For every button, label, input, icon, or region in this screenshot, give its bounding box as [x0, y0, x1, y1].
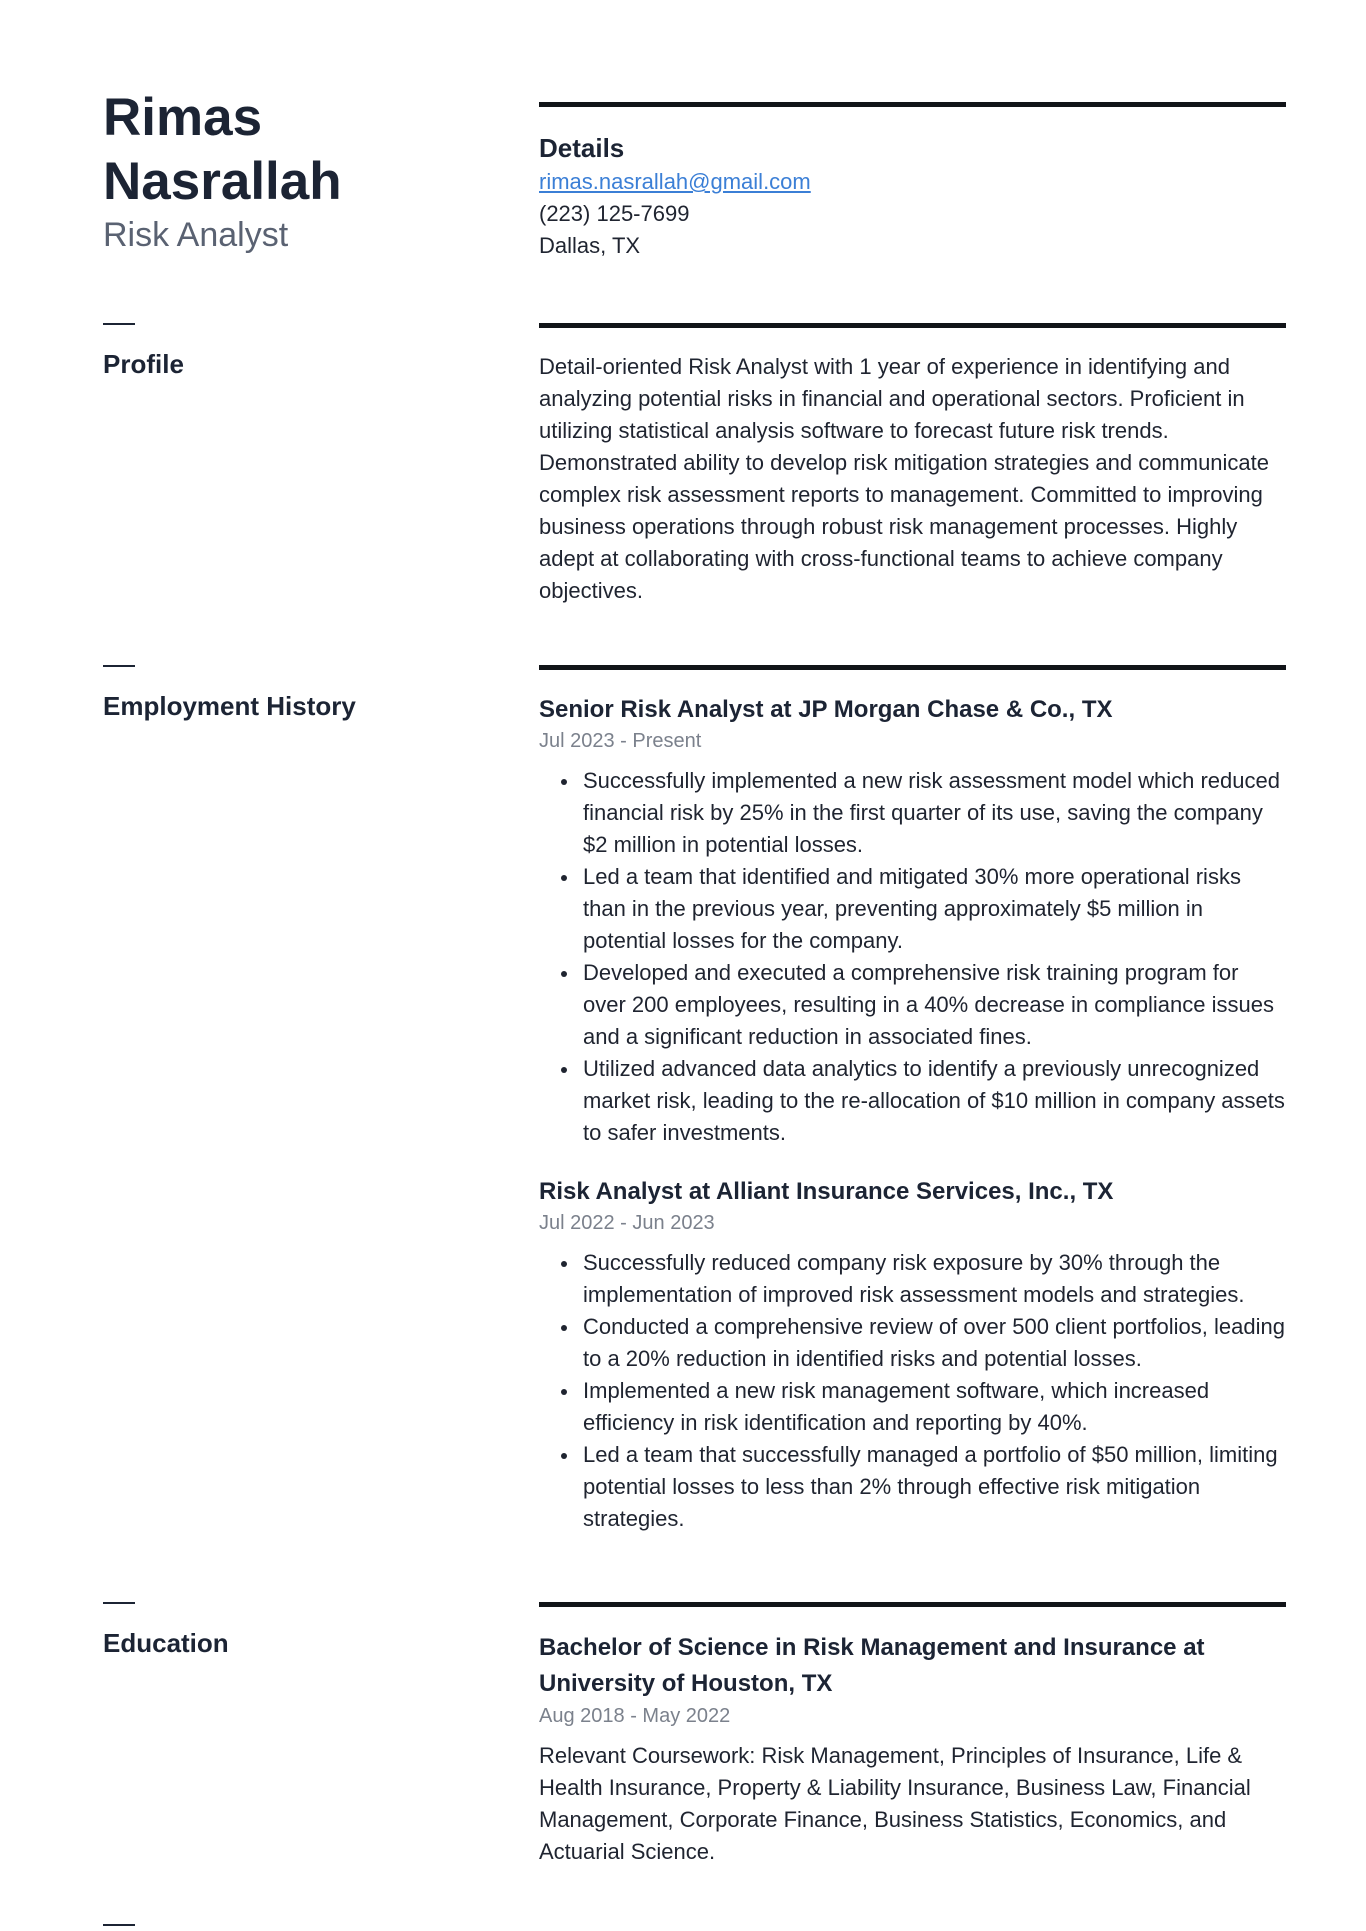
education-label: Education — [103, 1628, 229, 1658]
employment-dash — [103, 665, 135, 667]
employment-block — [539, 693, 1286, 1535]
job-bullet-list — [539, 765, 1286, 1149]
profile-label: Profile — [103, 349, 184, 379]
education-rule — [539, 1602, 1286, 1607]
job-bullet-list — [539, 1247, 1286, 1535]
employment-rule — [539, 665, 1286, 670]
list-item: Utilized advanced data analytics to identify a previously unrecognized market risk, leading to the re-allocation of $10 million in company assets to safer investments. — [583, 1053, 1286, 1149]
list-item: Conducted a comprehensive review of over 500 client portfolios, leading to a 20% reduction in identified risks and potential losses. — [583, 1311, 1286, 1375]
list-item: Led a team that successfully managed a portfolio of $50 million, limiting potential losses to less than 2% through effective risk mitigation strategies. — [583, 1439, 1286, 1535]
education-dates: Aug 2018 - May 2022 — [539, 1705, 731, 1727]
job-title-heading: Risk Analyst at Alliant Insurance Services, Inc., TX — [539, 1178, 1114, 1205]
profile-text: Detail-oriented Risk Analyst with 1 year of experience in identifying and analyzing potential risks in financial and operational sectors. Proficient in utilizing statistical analysis software to forecast future risk trends. Demonstrated ability to develop risk mitigation strategies and communicate complex risk assessment reports to management. Committed to improving business operations through robust risk management processes. Highly adept at collaborating with cross-functional teams to achieve company objectives. — [539, 354, 1270, 603]
list-item: Led a team that identified and mitigated 30% more operational risks than in the previous year, preventing approximately $5 million in potential losses for the company. — [583, 861, 1286, 957]
degree-heading: Bachelor of Science in Risk Management and Insurance at University of Houston, TX — [539, 1634, 1205, 1697]
education-dash — [103, 1602, 135, 1604]
education-description: Relevant Coursework: Risk Management, Principles of Insurance, Life & Health Insurance, Property & Liability Insurance, Business Law, Financial Management, Corporate Finance, Business Statistics, Economics, and Actuarial Science. — [539, 1743, 1251, 1864]
details-heading: Details — [539, 133, 625, 163]
details-rule — [539, 102, 1286, 107]
job-dates: Jul 2022 - Jun 2023 — [539, 1212, 715, 1234]
education-block — [539, 1630, 1286, 1868]
location: Dallas, TX — [539, 233, 641, 258]
list-item: Successfully implemented a new risk assessment model which reduced financial risk by 25% in the first quarter of its use, saving the company $2 million in potential losses. — [583, 765, 1286, 861]
resume-header — [103, 86, 503, 256]
phone-number: (223) 125-7699 — [539, 201, 690, 226]
job-entry — [539, 1175, 1286, 1535]
list-item: Implemented a new risk management software, which increased efficiency in risk identification and reporting by 40%. — [583, 1375, 1286, 1439]
profile-rule — [539, 323, 1286, 328]
email-link[interactable]: rimas.nasrallah@gmail.com — [539, 169, 811, 194]
list-item: Developed and executed a comprehensive risk training program for over 200 employees, resulting in a 40% decrease in compliance issues and a significant reduction in associated fines. — [583, 957, 1286, 1053]
job-title: Risk Analyst — [103, 216, 289, 254]
employment-label: Employment History — [103, 691, 356, 721]
job-entry — [539, 693, 1286, 1149]
next-section-dash — [103, 1924, 135, 1926]
job-dates: Jul 2023 - Present — [539, 730, 702, 752]
profile-dash — [103, 323, 135, 325]
job-title-heading: Senior Risk Analyst at JP Morgan Chase & Co., TX — [539, 696, 1113, 723]
list-item: Successfully reduced company risk exposure by 30% through the implementation of improved risk assessment models and strategies. — [583, 1247, 1286, 1311]
details-block — [539, 132, 1286, 262]
last-name: Nasrallah — [103, 152, 342, 211]
first-name: Rimas — [103, 88, 263, 147]
